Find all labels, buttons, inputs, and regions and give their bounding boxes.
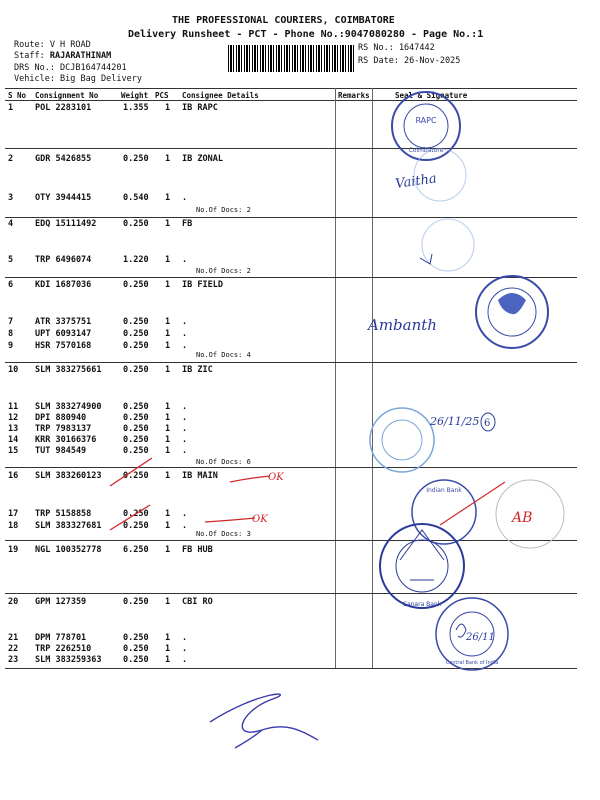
sno-cell: 15	[8, 446, 19, 456]
pcs-cell: 1	[165, 521, 171, 531]
consignment-cell: UPT 6093147	[35, 329, 92, 339]
company-title: THE PROFESSIONAL COURIERS, COIMBATORE	[172, 15, 395, 26]
weight-cell: 0.250	[123, 341, 149, 351]
consignee-cell: .	[182, 329, 188, 339]
consignment-cell: GPM 127359	[35, 597, 87, 607]
sno-cell: 2	[8, 154, 14, 164]
handwritten-count: 6	[484, 418, 491, 429]
route-label: Route: V H ROAD	[14, 40, 91, 50]
consignment-cell: EDQ 15111492	[35, 219, 97, 229]
sno-cell: 3	[8, 193, 14, 203]
vehicle-label: Vehicle: Big Bag Delivery	[14, 74, 142, 84]
sno-cell: 18	[8, 521, 19, 531]
weight-cell: 0.250	[123, 471, 149, 481]
consignment-cell: DPM 778701	[35, 633, 87, 643]
weight-cell: 0.250	[123, 329, 149, 339]
consignment-cell: SLM 383260123	[35, 471, 102, 481]
weight-cell: 0.250	[123, 424, 149, 434]
zic-stamp	[370, 408, 434, 472]
consignee-cell: .	[182, 655, 188, 665]
sno-cell: 13	[8, 424, 19, 434]
consignee-cell: .	[182, 509, 188, 519]
round-stamp-red	[496, 480, 564, 548]
weight-cell: 0.250	[123, 633, 149, 643]
stamp-text-canara: Canara Bank	[402, 601, 442, 608]
consignment-cell: KDI 1687036	[35, 280, 92, 290]
consignment-cell: POL 2283101	[35, 103, 92, 113]
consignment-cell: TRP 5158858	[35, 509, 92, 519]
weight-cell: 0.250	[123, 435, 149, 445]
pcs-cell: 1	[165, 219, 171, 229]
consignee-cell: .	[182, 193, 188, 203]
consignee-cell: CBI RO	[182, 597, 213, 607]
consignment-cell: NGL 100352778	[35, 545, 102, 555]
consignee-cell: .	[182, 317, 188, 327]
signature-ambanth: Ambanth	[368, 316, 437, 334]
weight-cell: 0.250	[123, 154, 149, 164]
pcs-cell: 1	[165, 509, 171, 519]
weight-cell: 0.250	[123, 509, 149, 519]
col-pcs: PCS	[155, 91, 169, 100]
consignment-cell: GDR 5426855	[35, 154, 92, 164]
weight-cell: 6.250	[123, 545, 149, 555]
sno-cell: 21	[8, 633, 19, 643]
pcs-cell: 1	[165, 317, 171, 327]
consignee-cell: .	[182, 255, 188, 265]
pcs-cell: 1	[165, 597, 171, 607]
rapc-stamp	[392, 92, 460, 160]
signature-vaitha: Vaitha	[394, 171, 438, 192]
consignment-cell: ATR 3375751	[35, 317, 92, 327]
rs-number: RS No.: 1647442	[358, 43, 435, 53]
col-remarks: Remarks	[338, 91, 370, 100]
sno-cell: 9	[8, 341, 14, 351]
pcs-cell: 1	[165, 255, 171, 265]
sno-cell: 12	[8, 413, 19, 423]
consignment-cell: SLM 383275661	[35, 365, 102, 375]
supervisor-signature	[210, 694, 318, 748]
col-sno: S No	[8, 91, 27, 100]
doc-count-note: No.Of Docs: 4	[196, 351, 251, 359]
consignment-cell: SLM 383274900	[35, 402, 102, 412]
stamp-text-indian-bank: Indian Bank	[426, 487, 462, 494]
sno-cell: 20	[8, 597, 19, 607]
handwritten-date: 26/11/25	[430, 415, 480, 428]
consignee-cell: IB RAPC	[182, 103, 218, 113]
sno-cell: 17	[8, 509, 19, 519]
col-consignee: Consignee Details	[182, 91, 259, 100]
consignment-cell: KRR 30166376	[35, 435, 97, 445]
consignment-cell: TUT 984549	[35, 446, 87, 456]
pcs-cell: 1	[165, 365, 171, 375]
sno-cell: 4	[8, 219, 14, 229]
consignee-cell: FB HUB	[182, 545, 213, 555]
pcs-cell: 1	[165, 329, 171, 339]
consignment-cell: TRP 7983137	[35, 424, 92, 434]
pcs-cell: 1	[165, 435, 171, 445]
svg-text:AB: AB	[512, 510, 533, 526]
consignee-cell: .	[182, 633, 188, 643]
weight-cell: 0.250	[123, 280, 149, 290]
consignment-cell: SLM 383327681	[35, 521, 102, 531]
canara-stamp	[380, 524, 464, 608]
pcs-cell: 1	[165, 471, 171, 481]
sno-cell: 7	[8, 317, 14, 327]
pcs-cell: 1	[165, 193, 171, 203]
consignee-cell: .	[182, 413, 188, 423]
consignee-cell: IB ZIC	[182, 365, 213, 375]
weight-cell: 0.250	[123, 365, 149, 375]
pcs-cell: 1	[165, 424, 171, 434]
weight-cell: 0.250	[123, 644, 149, 654]
weight-cell: 0.250	[123, 521, 149, 531]
pcs-cell: 1	[165, 341, 171, 351]
consignee-cell: .	[182, 521, 188, 531]
consignee-cell: .	[182, 424, 188, 434]
consignee-cell: IB FIELD	[182, 280, 223, 290]
stamp-text-rapc: RAPC	[415, 116, 437, 125]
doc-count-note: No.Of Docs: 3	[196, 530, 251, 538]
sno-cell: 19	[8, 545, 19, 555]
weight-cell: 0.250	[123, 446, 149, 456]
pcs-cell: 1	[165, 280, 171, 290]
staff-name: RAJARATHINAM	[49, 51, 112, 61]
consignee-cell: FB	[182, 219, 193, 229]
consignee-cell: .	[182, 341, 188, 351]
doc-count-note: No.Of Docs: 6	[196, 458, 251, 466]
weight-cell: 0.250	[123, 413, 149, 423]
pcs-cell: 1	[165, 402, 171, 412]
drs-number: DRS No.: DCJB164744201	[14, 63, 127, 73]
consignee-cell: .	[182, 402, 188, 412]
svg-text:26/11: 26/11	[466, 632, 495, 643]
consignment-cell: DPI 880940	[35, 413, 87, 423]
doc-count-note: No.Of Docs: 2	[196, 267, 251, 275]
consignee-cell: .	[182, 435, 188, 445]
weight-cell: 0.250	[123, 402, 149, 412]
pcs-cell: 1	[165, 446, 171, 456]
sno-cell: 22	[8, 644, 19, 654]
pcs-cell: 1	[165, 633, 171, 643]
weight-cell: 0.250	[123, 655, 149, 665]
ok-mark: OK	[252, 514, 268, 525]
faded-stamp	[414, 149, 474, 271]
sno-cell: 11	[8, 402, 19, 412]
sno-cell: 10	[8, 365, 19, 375]
consignee-cell: .	[182, 644, 188, 654]
staff-label: Staff:	[14, 51, 45, 61]
pcs-cell: 1	[165, 644, 171, 654]
weight-cell: 0.250	[123, 597, 149, 607]
weight-cell: 0.540	[123, 193, 149, 203]
runsheet-subtitle: Delivery Runsheet - PCT - Phone No.:9047080280 - Page No.:1	[128, 29, 484, 40]
consignment-cell: HSR 7570168	[35, 341, 92, 351]
weight-cell: 1.355	[123, 103, 149, 113]
sno-cell: 16	[8, 471, 19, 481]
stamp-text-cbi: Central Bank of India	[445, 660, 499, 666]
consignee-cell: IB MAIN	[182, 471, 218, 481]
consignee-cell: IB ZONAL	[182, 154, 223, 164]
sno-cell: 14	[8, 435, 19, 445]
consignment-cell: TRP 2262510	[35, 644, 92, 654]
col-consignment: Consignment No	[35, 91, 99, 100]
pcs-cell: 1	[165, 655, 171, 665]
consignment-cell: SLM 383259363	[35, 655, 102, 665]
col-weight: Weight	[121, 91, 149, 100]
sno-cell: 5	[8, 255, 14, 265]
col-seal-signature: Seal & Signature	[395, 91, 468, 100]
doc-count-note: No.Of Docs: 2	[196, 206, 251, 214]
rs-date: RS Date: 26-Nov-2025	[358, 56, 461, 66]
consignee-cell: .	[182, 446, 188, 456]
indian-bank-stamp-2	[412, 480, 476, 544]
indian-bank-stamp	[476, 276, 548, 348]
weight-cell: 0.250	[123, 317, 149, 327]
pcs-cell: 1	[165, 413, 171, 423]
sno-cell: 6	[8, 280, 14, 290]
weight-cell: 0.250	[123, 219, 149, 229]
consignment-cell: OTY 3944415	[35, 193, 92, 203]
sno-cell: 1	[8, 103, 14, 113]
weight-cell: 1.220	[123, 255, 149, 265]
sno-cell: 8	[8, 329, 14, 339]
ok-mark: OK	[268, 472, 284, 483]
consignment-cell: TRP 6496074	[35, 255, 92, 265]
pcs-cell: 1	[165, 103, 171, 113]
pcs-cell: 1	[165, 545, 171, 555]
sno-cell: 23	[8, 655, 19, 665]
pcs-cell: 1	[165, 154, 171, 164]
stamp-text-coimbatore: Coimbatore	[408, 147, 444, 154]
